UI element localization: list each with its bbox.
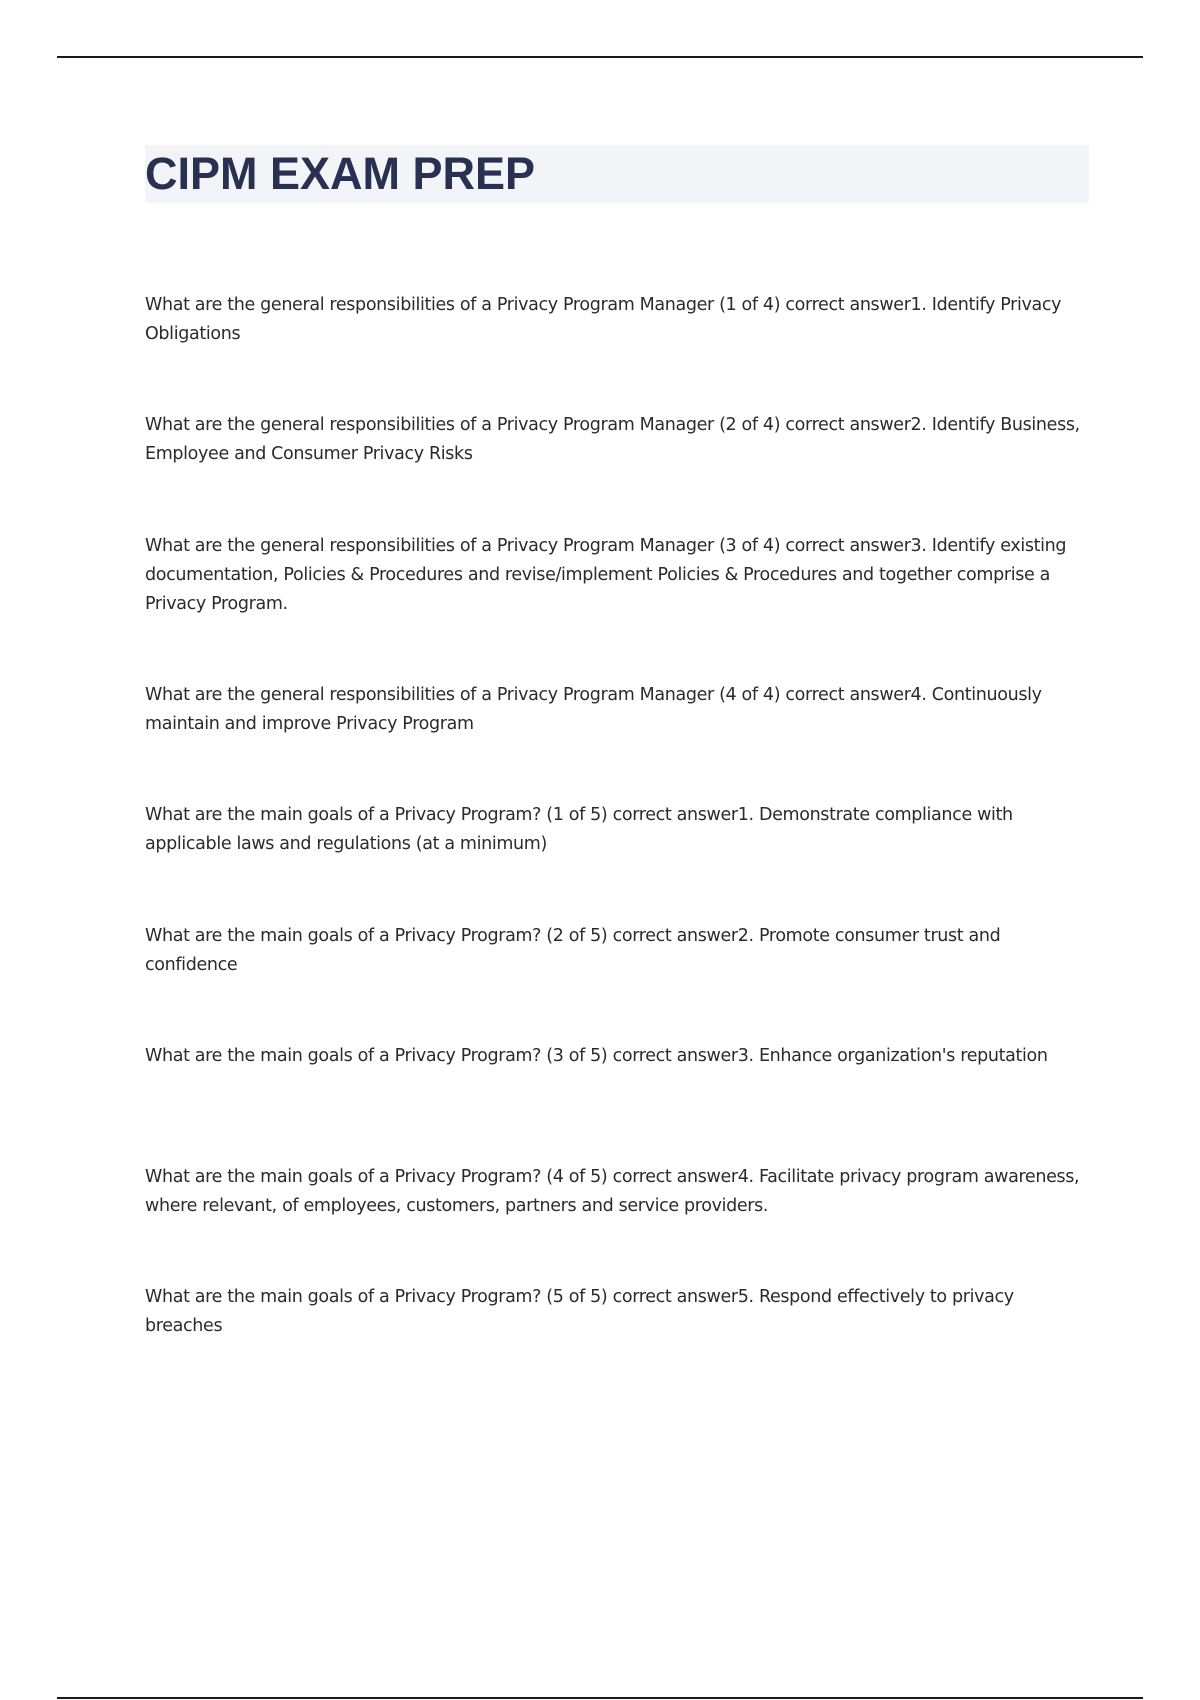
qa-item-6: What are the main goals of a Privacy Program? (2 of 5) correct answer2. Promote consumer trust and confidence <box>145 926 1001 975</box>
qa-item-2: What are the general responsibilities of a Privacy Program Manager (2 of 4) correct answer2. Identify Business, Employee and Consumer Privacy Risks <box>145 415 1080 464</box>
qa-item-8: What are the main goals of a Privacy Program? (4 of 5) correct answer4. Facilitate privacy program awareness, where relevant, of employees, customers, partners and service providers. <box>145 1167 1080 1216</box>
qa-item-3: What are the general responsibilities of a Privacy Program Manager (3 of 4) correct answer3. Identify existing documentation, Policies & Procedures and revise/implement Policies & Procedures and together comprise a Privacy Program. <box>145 536 1067 614</box>
qa-item-9: What are the main goals of a Privacy Program? (5 of 5) correct answer5. Respond effectively to privacy breaches <box>145 1287 1014 1336</box>
page-top-rule <box>57 56 1143 58</box>
page-title: CIPM EXAM PREP <box>145 148 536 199</box>
qa-item-1: What are the general responsibilities of a Privacy Program Manager (1 of 4) correct answer1. Identify Privacy Obligations <box>145 295 1062 344</box>
page-bottom-rule <box>57 1697 1143 1699</box>
qa-item-4: What are the general responsibilities of a Privacy Program Manager (4 of 4) correct answer4. Continuously maintain and improve Privacy Program <box>145 685 1042 734</box>
qa-item-5: What are the main goals of a Privacy Program? (1 of 5) correct answer1. Demonstrate compliance with applicable laws and regulations (at a minimum) <box>145 805 1013 854</box>
qa-item-7: What are the main goals of a Privacy Program? (3 of 5) correct answer3. Enhance organization's reputation <box>145 1046 1048 1066</box>
